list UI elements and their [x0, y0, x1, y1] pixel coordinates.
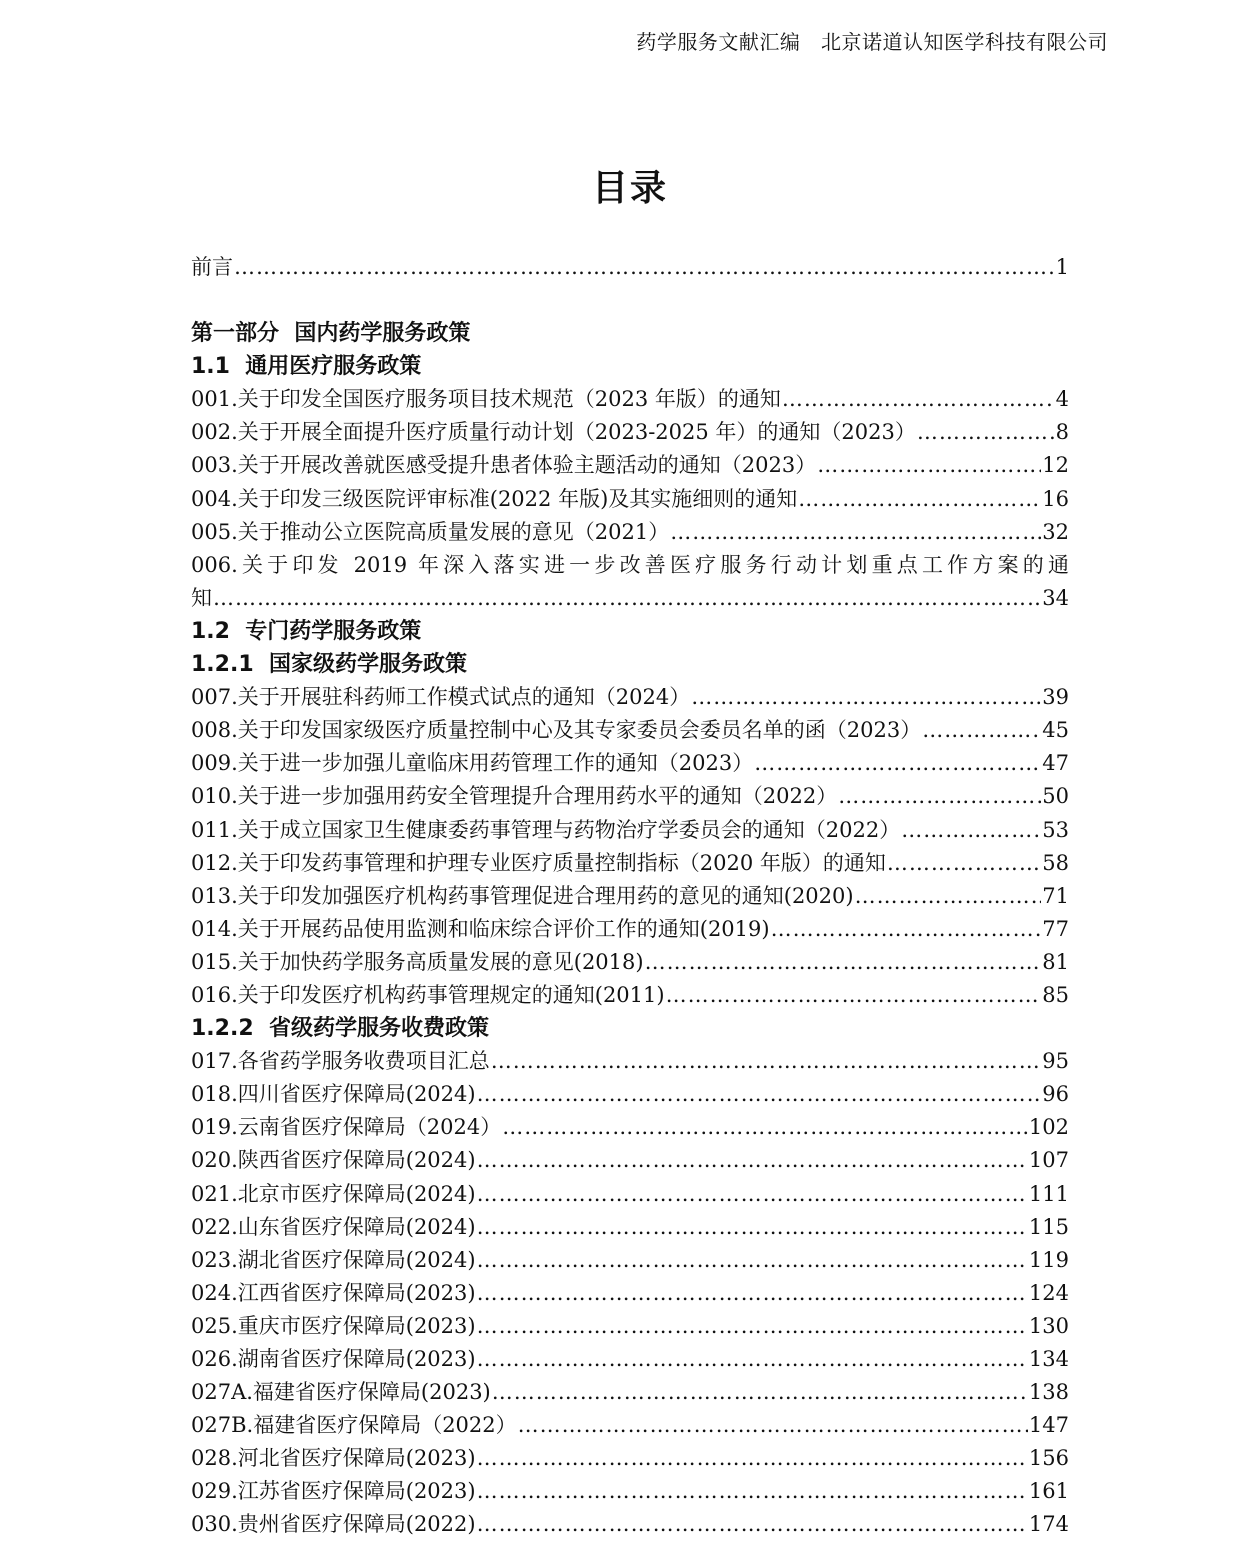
toc-entry-page: 81: [1042, 949, 1069, 974]
toc-entry-page: 124: [1028, 1280, 1069, 1305]
toc-entry[interactable]: [191, 1078, 1069, 1111]
toc-entry-page: 12: [1042, 453, 1069, 478]
toc-entry-page: 174: [1028, 1512, 1069, 1537]
toc-entry-page: 138: [1028, 1380, 1069, 1405]
toc-leader-dots: [491, 1045, 1042, 1078]
toc-entry-label: 026.湖南省医疗保障局(2023): [191, 1347, 476, 1371]
toc-entry-label: 017.各省药学服务收费项目汇总: [191, 1049, 490, 1074]
toc-entry[interactable]: [191, 1277, 1069, 1310]
toc-entry-page: 34: [1042, 585, 1069, 610]
toc-entry[interactable]: [191, 1376, 1069, 1409]
toc-entry-label: 025.重庆市医疗保障局(2023): [191, 1313, 476, 1338]
toc-leader-dots: [477, 1310, 1028, 1343]
toc-entry[interactable]: [191, 979, 1069, 1012]
part-heading[interactable]: 第一部分 国内药学服务政策: [191, 321, 471, 347]
toc-entry-page: 58: [1042, 850, 1069, 875]
toc-entry-page: 85: [1042, 982, 1069, 1007]
toc-leader-dots: [477, 1178, 1028, 1211]
toc-leader-dots: [477, 1078, 1042, 1111]
toc-entry-page: 130: [1028, 1313, 1069, 1338]
toc-entry-page: 115: [1028, 1214, 1069, 1239]
toc-entry-page: 53: [1042, 817, 1069, 842]
toc-entry-label: 020.陕西省医疗保障局(2024): [191, 1148, 476, 1173]
toc-entry-label: 015.关于加快药学服务高质量发展的意见(2018): [191, 949, 644, 974]
toc-entry-page: 102: [1028, 1115, 1069, 1140]
toc-entry[interactable]: [191, 946, 1069, 979]
toc-entry-page: 1: [1055, 255, 1069, 279]
toc-leader-dots: [477, 1442, 1028, 1475]
toc-entry[interactable]: [191, 880, 1069, 913]
toc-entry-label: 027A.福建省医疗保障局(2023): [191, 1380, 491, 1405]
toc-entry-label: 011.关于成立国家卫生健康委药事管理与药物治疗学委员会的通知（2022）: [191, 817, 901, 842]
toc-leader-dots: [917, 416, 1055, 449]
toc-entry-label: 021.北京市医疗保障局(2024): [191, 1181, 476, 1206]
toc-entry-label: 知: [191, 585, 212, 610]
toc-entry[interactable]: [191, 1475, 1069, 1508]
toc-entry-page: 71: [1042, 883, 1069, 908]
toc-entry-page: 161: [1028, 1479, 1069, 1504]
toc-entry-label: 023.湖北省医疗保障局(2024): [191, 1247, 476, 1272]
toc-entry-label: 009.关于进一步加强儿童临床用药管理工作的通知（2023）: [191, 751, 754, 776]
toc-entry[interactable]: [191, 1244, 1069, 1277]
toc-entry[interactable]: [191, 1211, 1069, 1244]
toc-entry[interactable]: [191, 1508, 1069, 1541]
section-heading-1-2-1[interactable]: 1.2.1 国家级药学服务政策: [191, 652, 467, 678]
toc-entry-page: 119: [1028, 1247, 1069, 1272]
toc-entry-page: 32: [1042, 519, 1069, 544]
toc-entry-preface[interactable]: [191, 251, 1069, 284]
toc-leader-dots: [901, 814, 1041, 847]
toc-leader-dots: [838, 780, 1041, 813]
toc-entry-label: 005.关于推动公立医院高质量发展的意见（2021）: [191, 519, 670, 544]
toc-entry[interactable]: [191, 1343, 1069, 1376]
page-title: 目录: [591, 168, 668, 209]
toc-entry[interactable]: [191, 1045, 1069, 1078]
toc-entry-page: 96: [1042, 1082, 1069, 1107]
toc-entry-page: 39: [1042, 685, 1069, 710]
toc-entry[interactable]: [191, 1409, 1069, 1442]
running-header: 药学服务文献汇编 北京诺道认知医学科技有限公司: [636, 30, 1108, 54]
spacer: [191, 284, 1069, 317]
toc-leader-dots: [691, 681, 1041, 714]
toc-leader-dots: [887, 847, 1041, 880]
toc-leader-dots: [234, 251, 1055, 284]
toc-entry-label: 016.关于印发医疗机构药事管理规定的通知(2011): [191, 982, 665, 1007]
section-1-2-2-entries: [191, 1045, 1069, 1541]
toc-entry[interactable]: [191, 383, 1069, 416]
toc-entry[interactable]: [191, 747, 1069, 780]
toc-entry[interactable]: [191, 913, 1069, 946]
toc-entry[interactable]: [191, 714, 1069, 747]
toc-leader-dots: [922, 714, 1041, 747]
toc-entry-label: 008.关于印发国家级医疗质量控制中心及其专家委员会委员名单的函（2023）: [191, 718, 922, 743]
section-1-2-1-entries: [191, 681, 1069, 1012]
section-1-1-entries: [191, 383, 1069, 548]
toc-leader-dots: [477, 1244, 1028, 1277]
toc-leader-dots: [518, 1409, 1028, 1442]
section-heading-1-2[interactable]: 1.2 专门药学服务政策: [191, 618, 422, 644]
toc-entry-page: 107: [1028, 1148, 1069, 1173]
toc-entry-label: 前言: [191, 255, 233, 279]
toc-entry-label: 022.山东省医疗保障局(2024): [191, 1214, 476, 1239]
toc-entry[interactable]: [191, 1111, 1069, 1144]
toc-entry-page: 45: [1042, 718, 1069, 743]
toc-leader-dots: [492, 1376, 1028, 1409]
toc-entry[interactable]: [191, 416, 1069, 449]
toc-entry[interactable]: [191, 847, 1069, 880]
toc-entry-label: 027B.福建省医疗保障局（2022）: [191, 1413, 517, 1438]
toc-entry-page: 111: [1028, 1181, 1069, 1206]
toc-entry[interactable]: [191, 449, 1069, 482]
toc-entry-page: 16: [1042, 486, 1069, 511]
toc-entry[interactable]: [191, 1178, 1069, 1211]
toc-entry[interactable]: [191, 1310, 1069, 1343]
toc-leader-dots: [754, 747, 1041, 780]
toc-leader-dots: [213, 582, 1041, 615]
toc-entry[interactable]: [191, 814, 1069, 847]
toc-entry-label: 001.关于印发全国医疗服务项目技术规范（2023 年版）的通知: [191, 387, 781, 412]
toc-entry-label: 029.江苏省医疗保障局(2023): [191, 1479, 476, 1504]
toc-entry-page: 156: [1028, 1446, 1069, 1471]
toc-leader-dots: [477, 1211, 1028, 1244]
toc-leader-dots: [477, 1343, 1028, 1376]
toc-entry-page: 50: [1042, 784, 1069, 809]
toc-entry-label: 004.关于印发三级医院评审标准(2022 年版)及其实施细则的通知: [191, 486, 798, 511]
toc-entry-label: 012.关于印发药事管理和护理专业医疗质量控制指标（2020 年版）的通知: [191, 850, 886, 875]
toc-leader-dots: [855, 880, 1042, 913]
section-heading-1-2-2[interactable]: 1.2.2 省级药学服务收费政策: [191, 1016, 489, 1042]
toc-entry-page: 147: [1028, 1413, 1069, 1438]
toc-entry-label: 013.关于印发加强医疗机构药事管理促进合理用药的意见的通知(2020): [191, 883, 854, 908]
toc-entry-label: 007.关于开展驻科药师工作模式试点的通知（2024）: [191, 685, 691, 710]
toc-entry[interactable]: [191, 516, 1069, 549]
toc-leader-dots: [477, 1277, 1028, 1310]
toc-entry[interactable]: [191, 1144, 1069, 1177]
toc-leader-dots: [477, 1508, 1028, 1541]
toc-entry[interactable]: [191, 681, 1069, 714]
toc-leader-dots: [817, 449, 1041, 482]
toc-leader-dots: [502, 1111, 1028, 1144]
toc-entry-label: 019.云南省医疗保障局（2024）: [191, 1115, 502, 1140]
toc-leader-dots: [477, 1475, 1028, 1508]
toc-entry[interactable]: [191, 1442, 1069, 1475]
toc-leader-dots: [771, 913, 1042, 946]
section-heading-1-1[interactable]: 1.1 通用医疗服务政策: [191, 354, 422, 380]
toc-entry-label: 010.关于进一步加强用药安全管理提升合理用药水平的通知（2022）: [191, 784, 838, 809]
toc-leader-dots: [645, 946, 1042, 979]
toc-entry-page: 8: [1055, 420, 1069, 445]
toc-entry-label: 003.关于开展改善就医感受提升患者体验主题活动的通知（2023）: [191, 453, 817, 478]
toc-entry-page: 77: [1042, 916, 1069, 941]
toc-entry-006-line1[interactable]: 006.关于印发 2019 年深入落实进一步改善医疗服务行动计划重点工作方案的通: [191, 552, 1069, 577]
toc-leader-dots: [798, 483, 1041, 516]
toc-entry-label: 030.贵州省医疗保障局(2022): [191, 1512, 476, 1537]
toc-entry[interactable]: [191, 780, 1069, 813]
toc-entry-label: 014.关于开展药品使用监测和临床综合评价工作的通知(2019): [191, 916, 770, 941]
toc-entry-page: 95: [1042, 1049, 1069, 1074]
toc-leader-dots: [670, 516, 1041, 549]
toc-entry-label: 024.江西省医疗保障局(2023): [191, 1280, 476, 1305]
toc-entry-page: 47: [1042, 751, 1069, 776]
table-of-contents: [191, 251, 1069, 1542]
toc-leader-dots: [666, 979, 1042, 1012]
toc-entry-page: 4: [1055, 387, 1069, 412]
toc-entry-label: 002.关于开展全面提升医疗质量行动计划（2023-2025 年）的通知（2023）: [191, 420, 916, 445]
toc-entry-page: 134: [1028, 1347, 1069, 1371]
toc-entry-006-line2[interactable]: [191, 582, 1069, 615]
toc-leader-dots: [782, 383, 1055, 416]
toc-entry-label: 018.四川省医疗保障局(2024): [191, 1082, 476, 1107]
toc-entry[interactable]: [191, 483, 1069, 516]
toc-entry-label: 028.河北省医疗保障局(2023): [191, 1446, 476, 1471]
toc-leader-dots: [477, 1144, 1028, 1177]
